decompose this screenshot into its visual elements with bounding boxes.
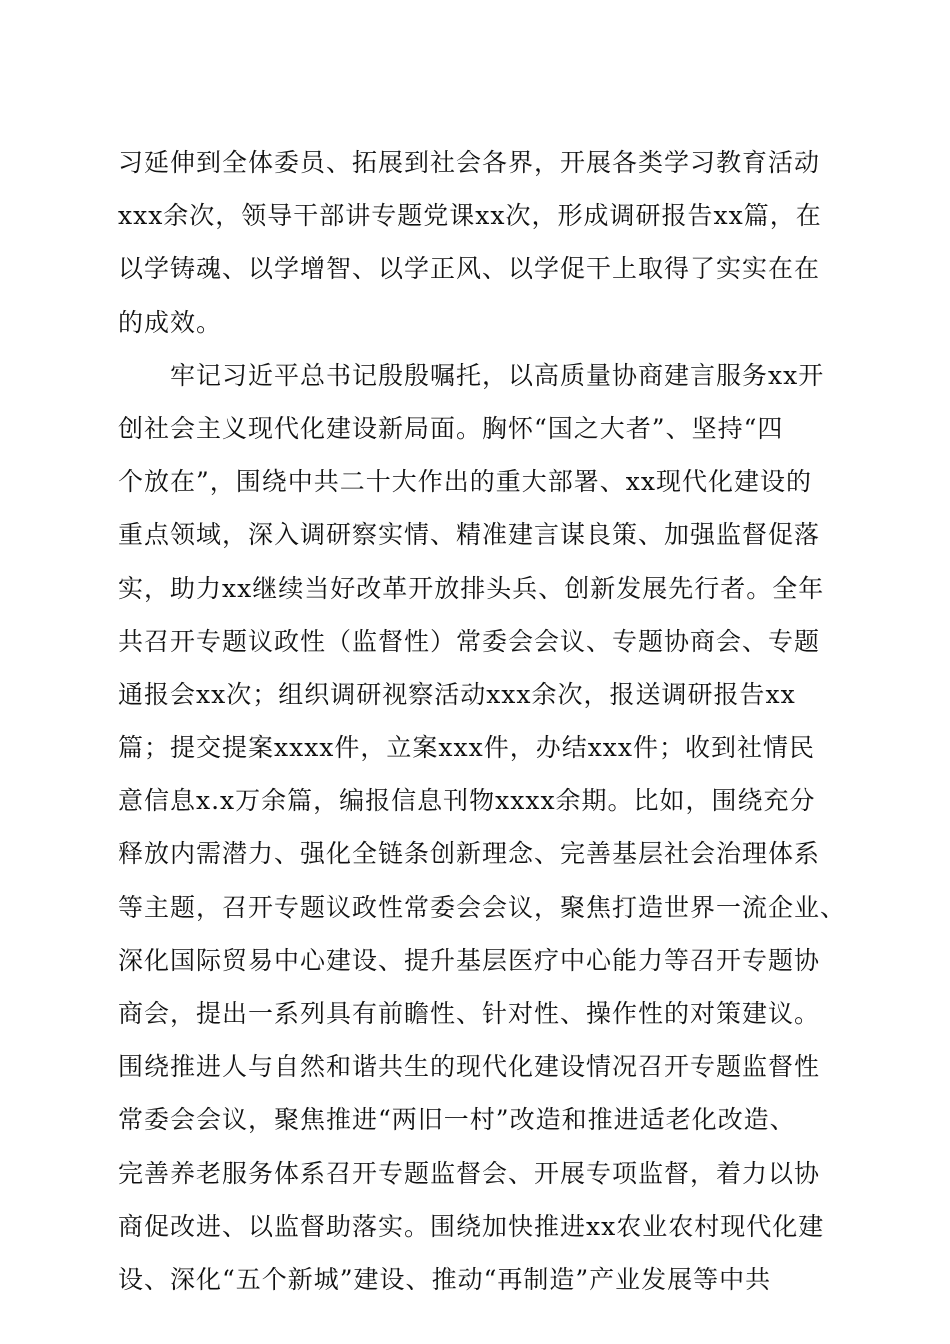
text-line: 习延伸到全体委员、拓展到社会各界，开展各类学习教育活动 <box>118 148 821 177</box>
text-line: 释放内需潜力、强化全链条创新理念、完善基层社会治理体系 <box>118 839 821 869</box>
text-line: 以学铸魂、以学增智、以学正风、以学促干上取得了实实在在 <box>118 254 821 284</box>
text-line: 通报会xx次；组织调研视察活动xxx余次，报送调研报告xx <box>118 679 796 709</box>
document-body <box>118 136 847 1306</box>
paragraph-1 <box>118 136 833 349</box>
text-line: 完善养老服务体系召开专题监督会、开展专项监督，着力以协 <box>118 1158 821 1188</box>
text-line: 等主题，召开专题议政性常委会会议，聚焦打造世界一流企业、 <box>118 892 847 922</box>
text-line: 设、深化“五个新城”建设、推动“再制造”产业发展等中共 <box>118 1264 772 1294</box>
text-line: 商促改进、以监督助落实。围绕加快推进xx农业农村现代化建 <box>118 1211 825 1241</box>
text-line: 围绕推进人与自然和谐共生的现代化建设情况召开专题监督性 <box>118 1052 821 1082</box>
text-line: 重点领域，深入调研察实情、精准建言谋良策、加强监督促落 <box>118 520 821 550</box>
text-line: 常委会会议，聚焦推进“两旧一村”改造和推进适老化改造、 <box>118 1105 796 1135</box>
paragraph-2 <box>118 349 847 1306</box>
text-line: xxx余次，领导干部讲专题党课xx次，形成调研报告xx篇，在 <box>118 201 822 231</box>
text-line: 创社会主义现代化建设新局面。胸怀“国之大者”、坚持“四 <box>118 413 784 443</box>
text-line: 个放在”，围绕中共二十大作出的重大部署、xx现代化建设的 <box>118 467 812 497</box>
text-line: 实，助力xx继续当好改革开放排头兵、创新发展先行者。全年 <box>118 573 825 603</box>
text-line: 共召开专题议政性（监督性）常委会会议、专题协商会、专题 <box>118 626 821 656</box>
text-line: 商会，提出一系列具有前瞻性、针对性、操作性的对策建议。 <box>118 999 821 1028</box>
text-line: 意信息x.x万余篇，编报信息刊物xxxx余期。比如，围绕充分 <box>118 786 816 816</box>
text-line: 深化国际贸易中心建设、提升基层医疗中心能力等召开专题协 <box>118 945 821 975</box>
text-line: 的成效。 <box>118 307 223 337</box>
text-line: 牢记习近平总书记殷殷嘱托，以高质量协商建言服务xx开 <box>170 360 825 390</box>
text-line: 篇；提交提案xxxx件，立案xxx件，办结xxx件；收到社情民 <box>118 733 815 763</box>
